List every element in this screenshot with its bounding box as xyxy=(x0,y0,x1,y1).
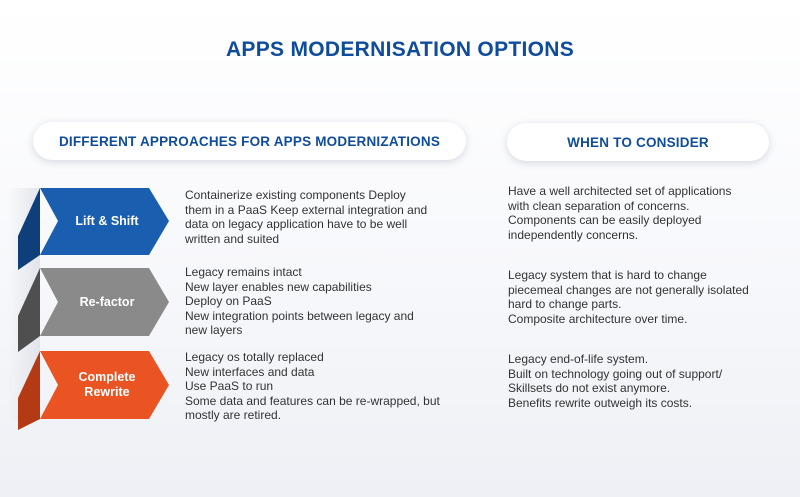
description-line: New layer enables new capabilities xyxy=(185,279,372,294)
rewrite-description xyxy=(185,350,440,423)
when-line: independently concerns. xyxy=(508,227,639,242)
description-line: data on legacy application have to be well xyxy=(185,217,408,232)
refactor-description xyxy=(185,265,414,338)
approaches-header: DIFFERENT APPROACHES FOR APPS MODERNIZATIONS xyxy=(33,122,466,160)
when-line: Legacy system that is hard to change xyxy=(508,268,707,282)
when-to-consider-header: WHEN TO CONSIDER xyxy=(507,123,769,161)
description-line: Deploy on PaaS xyxy=(185,294,272,309)
description-line: Legacy os totally replaced xyxy=(185,350,324,364)
rewrite-label xyxy=(56,351,158,419)
lift-shift-description xyxy=(185,188,427,246)
description-line: Legacy remains intact xyxy=(185,265,302,279)
rewrite-label-line-2: Rewrite xyxy=(84,385,130,399)
description-line: them in a PaaS Keep external integration and xyxy=(185,202,428,217)
description-line: New interfaces and data xyxy=(185,364,315,379)
description-line: new layers xyxy=(185,323,243,338)
when-line: with clean separation of concerns. xyxy=(508,198,690,213)
when-line: Composite architecture over time. xyxy=(508,311,688,326)
description-line: Containerize existing components Deploy xyxy=(185,188,406,202)
refactor-when xyxy=(508,268,749,326)
when-line: Have a well architected set of applications xyxy=(508,184,732,198)
page-title: APPS MODERNISATION OPTIONS xyxy=(225,38,575,61)
description-line: New integration points between legacy and xyxy=(185,308,414,323)
when-line: Components can be easily deployed xyxy=(508,213,702,228)
rewrite-label-line-1: Complete xyxy=(78,370,136,384)
lift-shift-when xyxy=(508,184,731,242)
lift-shift-label xyxy=(56,188,158,255)
when-line: Skillsets do not exist anymore. xyxy=(508,381,671,396)
description-line: Use PaaS to run xyxy=(185,379,274,394)
when-line: Built on technology going out of support/ xyxy=(508,366,723,381)
when-line: Benefits rewrite outweigh its costs. xyxy=(508,395,693,410)
refactor-label-text: Re-factor xyxy=(79,294,135,309)
description-line: mostly are retired. xyxy=(185,408,282,423)
lift-shift-label-text: Lift & Shift xyxy=(75,214,139,228)
description-line: written and suited xyxy=(185,231,280,246)
when-line: Legacy end-of-life system. xyxy=(508,352,649,366)
description-line: Some data and features can be re-wrapped, but xyxy=(185,393,440,408)
refactor-label xyxy=(56,268,158,336)
when-line: hard to change parts. xyxy=(508,297,622,312)
when-line: piecemeal changes are not generally isolated xyxy=(508,282,749,297)
rewrite-when xyxy=(508,352,722,410)
